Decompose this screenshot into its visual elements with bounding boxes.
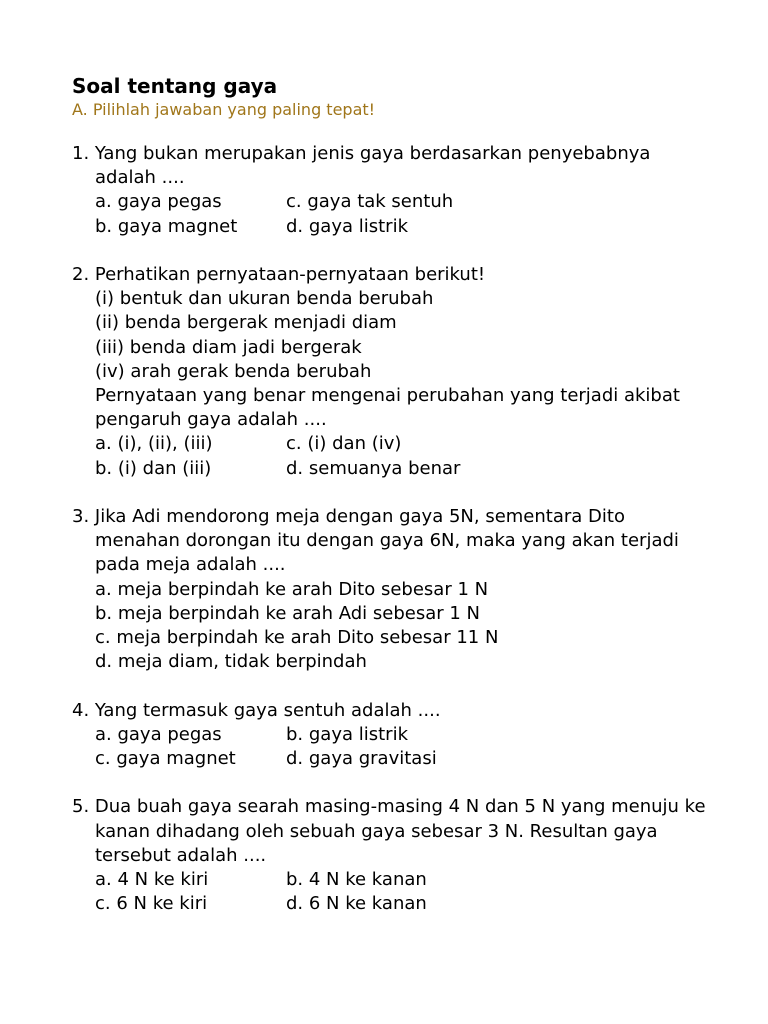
option-c: c. gaya tak sentuh	[286, 191, 454, 213]
question-5	[72, 795, 712, 916]
option-c: c. gaya magnet	[95, 748, 236, 770]
document-title: Soal tentang gaya	[72, 74, 278, 98]
question-stem: 3. Jika Adi mendorong meja dengan gaya 5N, sementara Dito menahan dorongan itu dengan gaya 6N, maka yang akan terjadi pada meja adalah ....	[72, 506, 679, 576]
option-row	[72, 457, 712, 481]
option-b: b. meja berpindah ke arah Adi sebesar 1 N	[95, 602, 480, 624]
section-instruction: A. Pilihlah jawaban yang paling tepat!	[72, 100, 376, 119]
question-stem: 5. Dua buah gaya searah masing-masing 4 N dan 5 N yang menuju ke kanan dihadang oleh sebuah gaya sebesar 3 N. Resultan gaya tersebut adalah ....	[72, 796, 706, 866]
question-4	[72, 699, 712, 772]
question-stem: 2. Perhatikan pernyataan-pernyataan berikut!	[72, 264, 486, 285]
statement-item: (iii) benda diam jadi bergerak	[95, 336, 362, 358]
option-a: a. 4 N ke kiri	[95, 869, 209, 891]
option-b: b. 4 N ke kanan	[286, 869, 427, 891]
option-row	[72, 215, 712, 239]
question-2	[72, 263, 712, 481]
option-row	[72, 190, 712, 214]
option-d: d. semuanya benar	[286, 457, 461, 479]
question-1	[72, 142, 712, 239]
option-d: d. gaya listrik	[286, 215, 408, 237]
option-a: a. gaya pegas	[95, 723, 222, 745]
question-3	[72, 505, 712, 674]
option-d: d. 6 N ke kanan	[286, 893, 427, 915]
option-row	[72, 868, 712, 892]
question-stem: 1. Yang bukan merupakan jenis gaya berdasarkan penyebabnya adalah ....	[72, 143, 651, 189]
option-row	[72, 747, 712, 771]
question-stem: 4. Yang termasuk gaya sentuh adalah ....	[72, 699, 441, 721]
statement-item: (iv) arah gerak benda berubah	[95, 360, 372, 382]
document-page	[72, 72, 712, 941]
statement-item: (i) bentuk dan ukuran benda berubah	[95, 288, 434, 310]
option-b: b. (i) dan (iii)	[95, 457, 212, 479]
option-row	[72, 432, 712, 456]
option-c: c. 6 N ke kiri	[95, 893, 208, 915]
option-a: a. meja berpindah ke arah Dito sebesar 1 N	[95, 578, 489, 600]
option-row	[72, 723, 712, 747]
option-c: c. (i) dan (iv)	[286, 433, 402, 455]
option-a: a. gaya pegas	[95, 191, 222, 213]
option-b: b. gaya magnet	[95, 215, 238, 237]
option-d: d. meja diam, tidak berpindah	[95, 651, 367, 673]
statement-item: (ii) benda bergerak menjadi diam	[95, 312, 397, 334]
option-row	[72, 892, 712, 916]
option-a: a. (i), (ii), (iii)	[95, 433, 213, 455]
option-d: d. gaya gravitasi	[286, 748, 437, 770]
option-list	[72, 578, 712, 675]
question-prompt: Pernyataan yang benar mengenai perubahan yang terjadi akibat pengaruh gaya adalah ....	[95, 385, 680, 431]
option-b: b. gaya listrik	[286, 723, 408, 745]
option-c: c. meja berpindah ke arah Dito sebesar 11 N	[95, 627, 499, 649]
